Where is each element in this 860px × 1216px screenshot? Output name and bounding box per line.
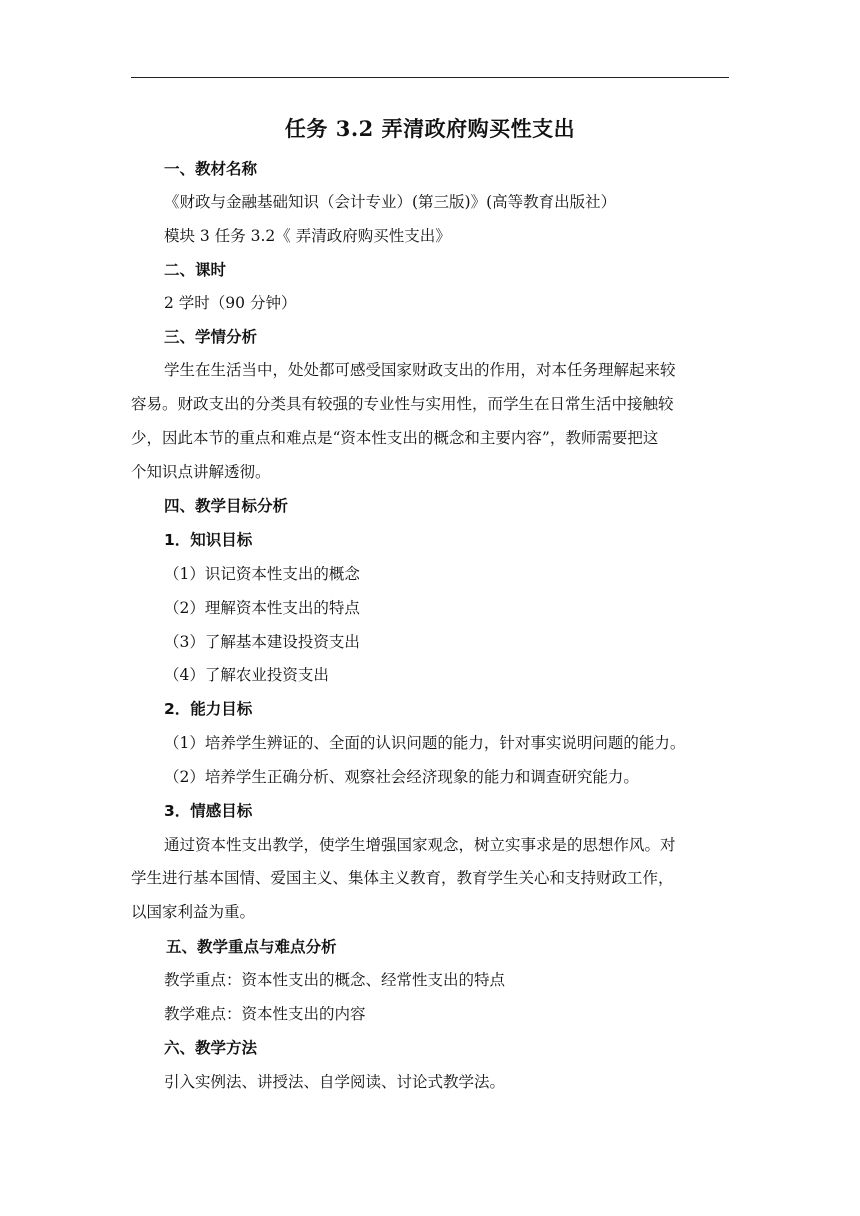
subheading-ability: 2．能力目标 bbox=[164, 700, 253, 718]
textbook-name: 《财政与金融基础知识（会计专业）(第三版)》(高等教育出版社） bbox=[164, 193, 617, 211]
emotion-line: 学生进行基本国情、爱国主义、集体主义教育，教育学生关心和支持财政工作， bbox=[131, 869, 674, 887]
ability-item: （2）培养学生正确分析、观察社会经济现象的能力和调查研究能力。 bbox=[164, 768, 639, 786]
knowledge-item: （3）了解基本建设投资支出 bbox=[164, 633, 360, 651]
subheading-emotion: 3．情感目标 bbox=[164, 802, 253, 820]
teaching-methods: 引入实例法、讲授法、自学阅读、讨论式教学法。 bbox=[164, 1073, 506, 1091]
knowledge-item: （2）理解资本性支出的特点 bbox=[164, 599, 360, 617]
emotion-line: 以国家利益为重。 bbox=[131, 903, 256, 921]
section-heading-objectives: 四、教学目标分析 bbox=[164, 497, 289, 515]
header-rule bbox=[131, 77, 729, 78]
ability-item: （1）培养学生辨证的、全面的认识问题的能力，针对事实说明问题的能力。 bbox=[164, 734, 686, 752]
analysis-line: 容易。财政支出的分类具有较强的专业性与实用性，而学生在日常生活中接触较 bbox=[131, 395, 674, 413]
page-title: 任务 3.2 弄清政府购买性支出 bbox=[284, 116, 576, 141]
section-heading-textbook: 一、教材名称 bbox=[164, 160, 258, 178]
key-point: 教学重点：资本性支出的概念、经常性支出的特点 bbox=[164, 971, 506, 989]
section-heading-analysis: 三、学情分析 bbox=[164, 328, 258, 346]
knowledge-item: （4）了解农业投资支出 bbox=[164, 666, 329, 684]
knowledge-item: （1）识记资本性支出的概念 bbox=[164, 565, 360, 583]
analysis-line: 少，因此本节的重点和难点是“资本性支出的概念和主要内容”，教师需要把这 bbox=[131, 429, 659, 447]
analysis-line: 个知识点讲解透彻。 bbox=[131, 463, 271, 481]
emotion-line: 通过资本性支出教学，使学生增强国家观念，树立实事求是的思想作风。对 bbox=[164, 836, 676, 854]
subheading-knowledge: 1．知识目标 bbox=[164, 531, 253, 549]
analysis-line: 学生在生活当中，处处都可感受国家财政支出的作用，对本任务理解起来较 bbox=[164, 361, 676, 379]
section-heading-hours: 二、课时 bbox=[164, 261, 227, 279]
class-hours: 2 学时（90 分钟） bbox=[164, 294, 297, 312]
textbook-module: 模块 3 任务 3.2《 弄清政府购买性支出》 bbox=[164, 227, 451, 245]
section-heading-keypoints: 五、教学重点与难点分析 bbox=[166, 938, 337, 956]
difficult-point: 教学难点：资本性支出的内容 bbox=[164, 1005, 366, 1023]
section-heading-methods: 六、教学方法 bbox=[164, 1039, 258, 1057]
